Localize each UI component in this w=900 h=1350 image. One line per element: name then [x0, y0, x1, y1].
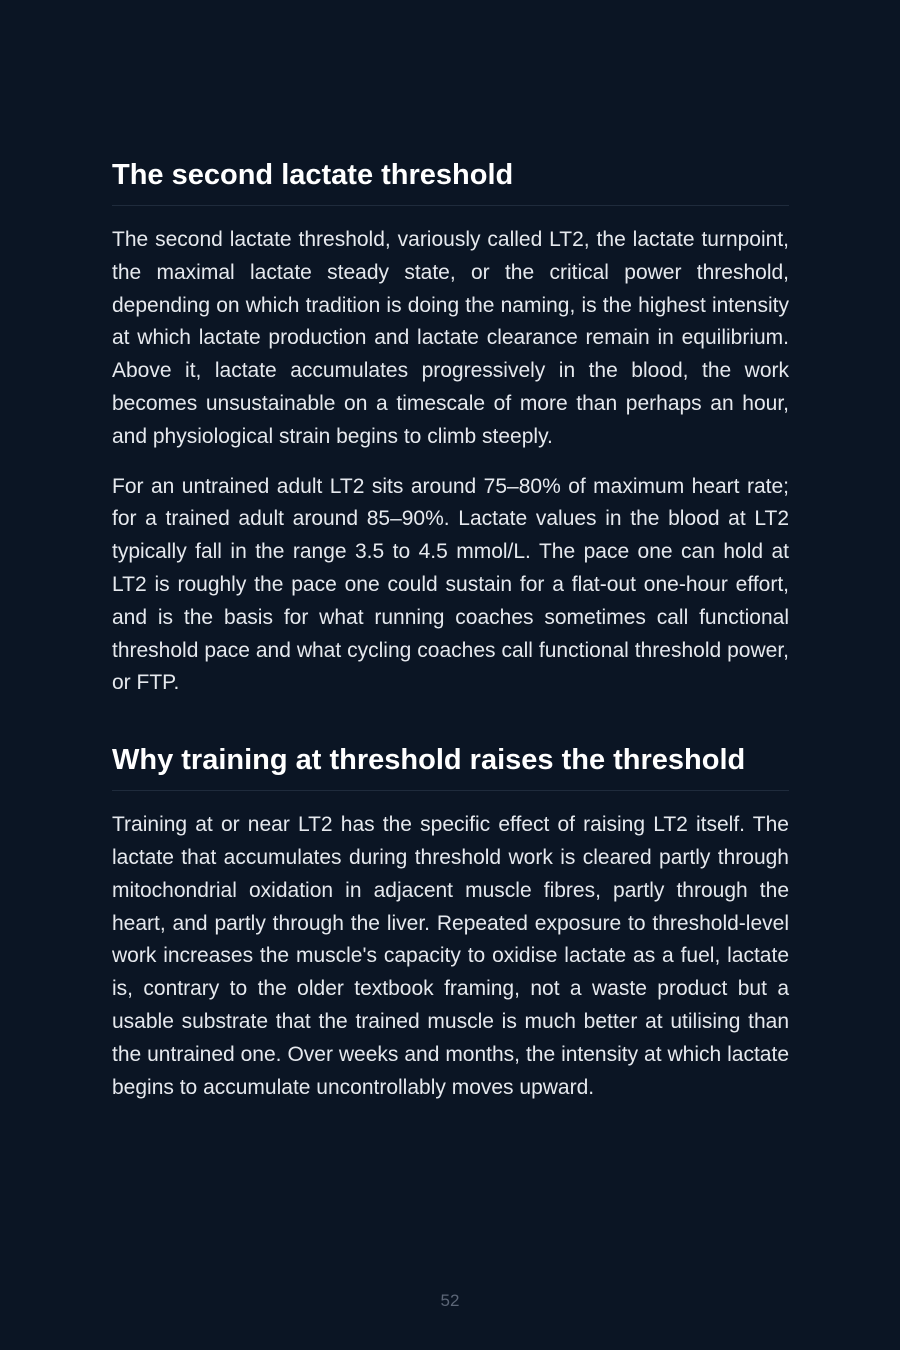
section-heading: Why training at threshold raises the threshold — [112, 742, 789, 791]
section-training-at-threshold — [112, 742, 789, 1104]
page-number: 52 — [440, 1291, 460, 1310]
section-second-lactate-threshold — [112, 157, 789, 700]
page-content — [112, 157, 789, 1146]
paragraph: Training at or near LT2 has the specific effect of raising LT2 itself. The lactate that accumulates during threshold work is cleared partly through mitochondrial oxidation in adjacent muscle fibres, partly through the heart, and partly through the liver. Repeated exposure to threshold-level work increases the muscle's capacity to oxidise lactate as a fuel, lactate is, contrary to the older textbook framing, not a waste product but a usable substrate that the trained muscle is much better at utilising than the untrained one. Over weeks and months, the intensity at which lactate begins to accumulate uncontrollably moves upward. — [112, 813, 789, 1099]
paragraph: For an untrained adult LT2 sits around 75–80% of maximum heart rate; for a trained adult around 85–90%. Lactate values in the blood at LT2 typically fall in the range 3.5 to 4.5 mmol/L. The pace one can hold at LT2 is roughly the pace one could sustain for a flat-out one-hour effort, and is the basis for what running coaches sometimes call functional threshold pace and what cycling coaches call functional threshold power, or FTP. — [112, 474, 789, 695]
section-heading: The second lactate threshold — [112, 157, 789, 206]
paragraph: The second lactate threshold, variously called LT2, the lactate turnpoint, the maximal lactate steady state, or the critical power threshold, depending on which tradition is doing the naming, is the highest intensity at which lactate production and lactate clearance remain in equilibrium. Above it, lactate accumulates progressively in the blood, the work becomes unsustainable on a timescale of more than perhaps an hour, and physiological strain begins to climb steeply. — [112, 228, 789, 448]
